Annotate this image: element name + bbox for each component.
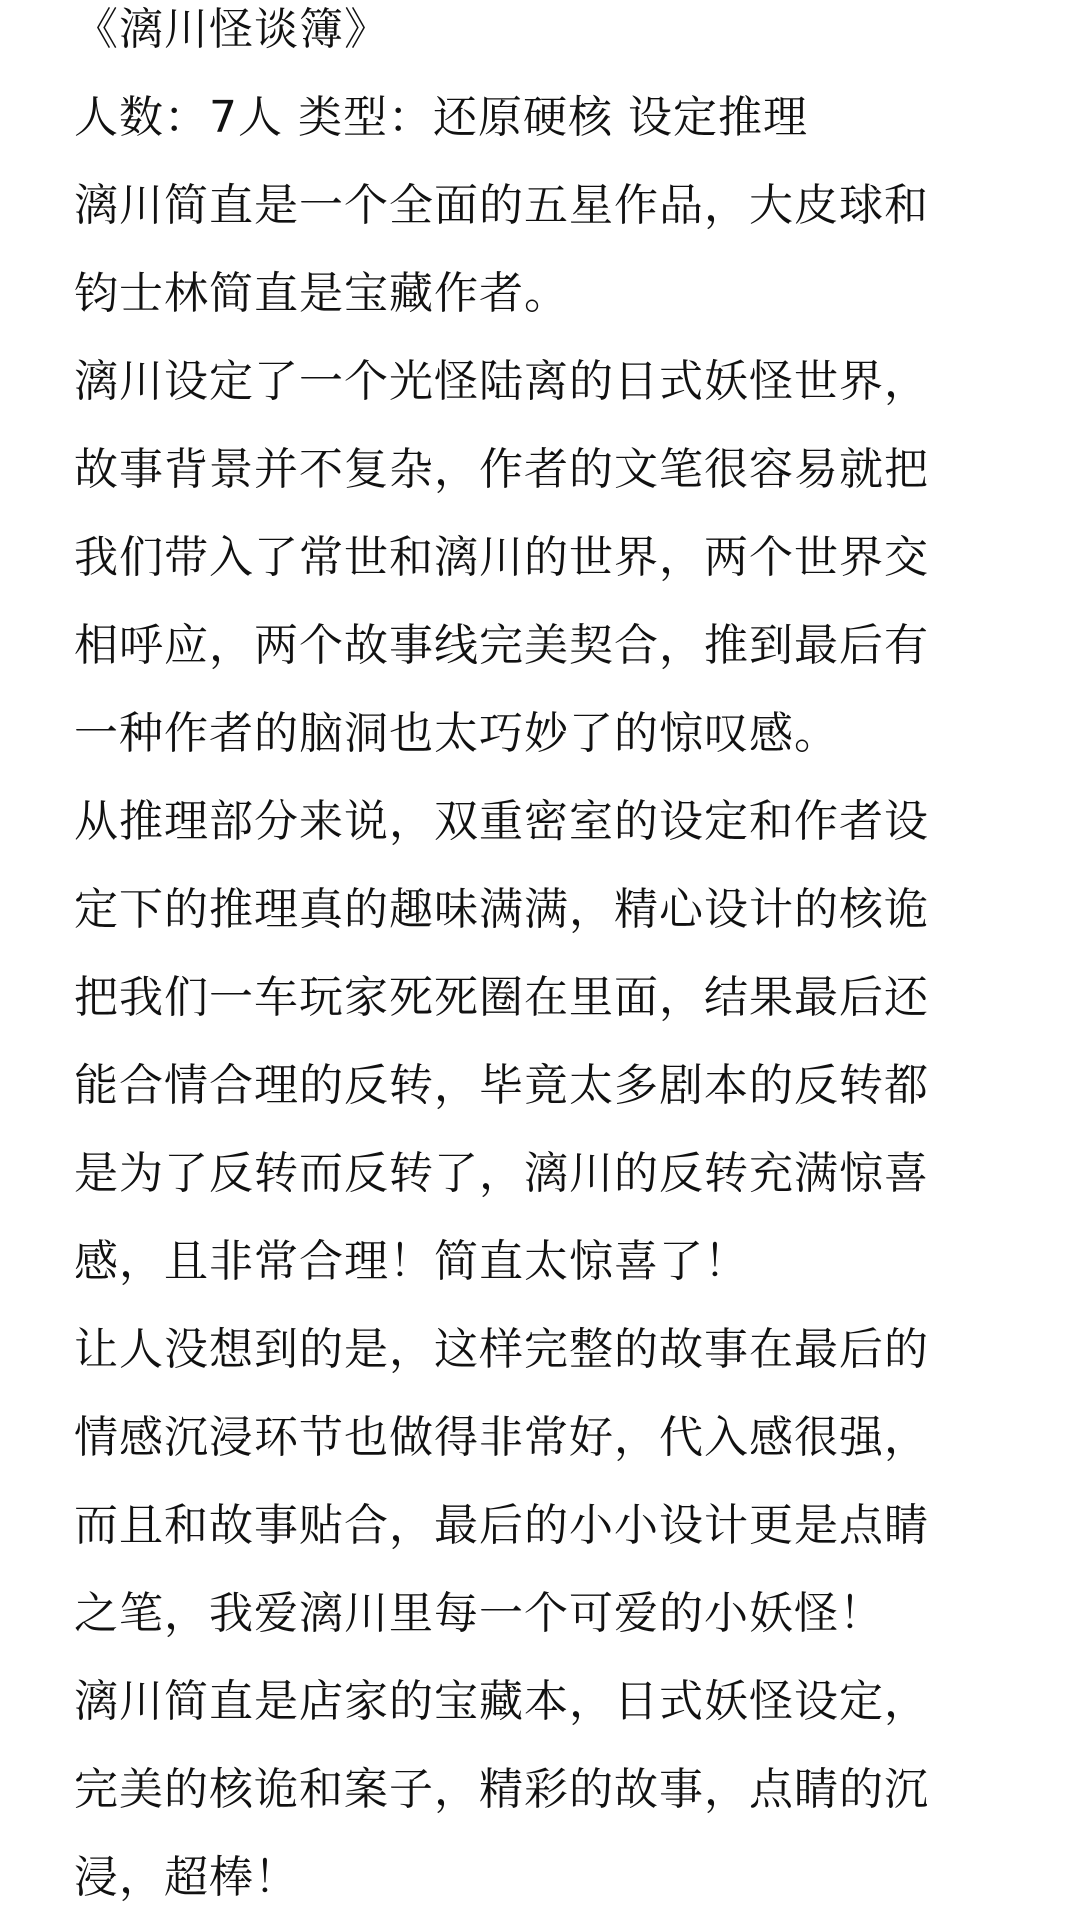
paragraph-3-line: 能合情合理的反转，毕竟太多剧本的反转都 [74,1060,929,1111]
review-text-body [74,0,1004,1922]
paragraph-3-line: 感，且非常合理！简直太惊喜了！ [74,1236,749,1287]
paragraph-2-line: 一种作者的脑洞也太巧妙了的惊叹感。 [74,708,839,759]
paragraph-2-line: 相呼应，两个故事线完美契合，推到最后有 [74,620,929,671]
paragraph-2-line: 漓川设定了一个光怪陆离的日式妖怪世界， [74,356,929,407]
script-title: 《漓川怪谈簿》 [74,4,389,55]
paragraph-1-line: 漓川简直是一个全面的五星作品，大皮球和 [74,180,929,231]
paragraph-3-line: 定下的推理真的趣味满满，精心设计的核诡 [74,884,929,935]
paragraph-5-line: 完美的核诡和案子，精彩的故事，点睛的沉 [74,1764,929,1815]
paragraph-3-line: 从推理部分来说，双重密室的设定和作者设 [74,796,929,847]
paragraph-4-line: 让人没想到的是，这样完整的故事在最后的 [74,1324,929,1375]
paragraph-4-line: 而且和故事贴合，最后的小小设计更是点睛 [74,1500,929,1551]
paragraph-2-line: 故事背景并不复杂，作者的文笔很容易就把 [74,444,929,495]
paragraph-3-line: 把我们一车玩家死死圈在里面，结果最后还 [74,972,929,1023]
paragraph-3-line: 是为了反转而反转了，漓川的反转充满惊喜 [74,1148,929,1199]
paragraph-5-line: 浸，超棒！ [74,1852,299,1903]
paragraph-5-line: 漓川简直是店家的宝藏本，日式妖怪设定， [74,1676,929,1727]
script-meta-info: 人数：7人 类型：还原硬核 设定推理 [74,92,808,143]
paragraph-2-line: 我们带入了常世和漓川的世界，两个世界交 [74,532,929,583]
paragraph-4-line: 之笔，我爱漓川里每一个可爱的小妖怪！ [74,1588,884,1639]
paragraph-4-line: 情感沉浸环节也做得非常好，代入感很强， [74,1412,929,1463]
paragraph-1-line: 钧士林简直是宝藏作者。 [74,268,569,319]
